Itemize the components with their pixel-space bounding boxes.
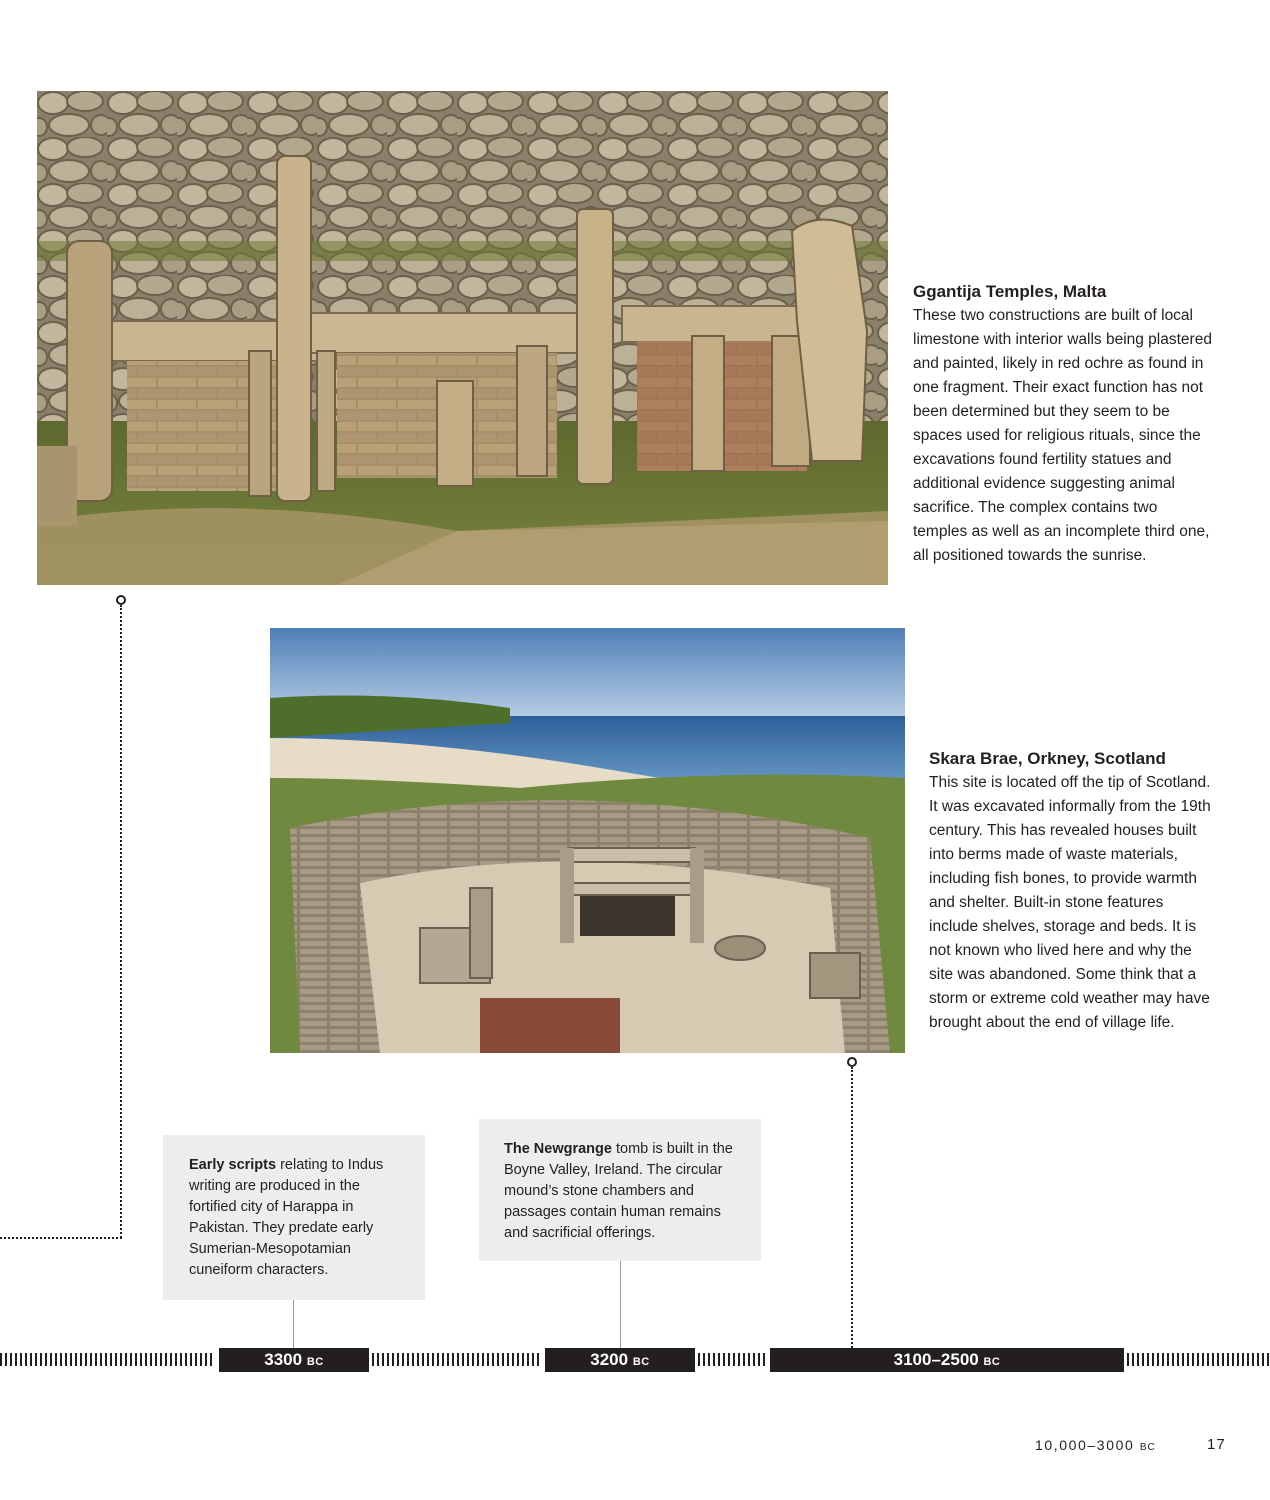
early-scripts-lead: Early scripts [189,1157,277,1173]
skara-brae-caption-body: This site is located off the tip of Scotland. It was excavated informally from the 19th century. This has revealed houses built into berms made of waste materials, including fish bones, to provide warmth and shelter. Built-in stone features include shelves, storage and beds. It is not known who lived here and why the site was abandoned. Some think that a storm or extreme cold weather may have brought about the end of village life. [929,774,1211,1031]
skara-brae-connector-line [851,1067,853,1348]
ggantija-caption-body: These two constructions are built of local limestone with interior walls being plastered and painted, likely in red ochre as found in one fragment. Their exact function has not been determined but they seem to be spaces used for religious rituals, since the excavations found fertility statues and additional evidence suggesting animal sacrifice. The complex contains two temples as well as an incomplete third one, all positioned towards the sunrise. [913,307,1212,564]
newgrange-note [479,1119,761,1261]
ggantija-temples-image [37,91,888,585]
page-number: 17 [1207,1436,1226,1453]
timeline-ticks [1127,1353,1270,1366]
date-era: BC [983,1356,1001,1368]
ggantija-connector-line [120,605,122,1238]
newgrange-pointer [620,1261,621,1348]
ggantija-connector-horizontal [0,1237,122,1239]
early-scripts-text: relating to Indus writing are produced in the fortified city of Harappa in Pakistan. They predate early Sumerian-Mesopotamian cuneiform characters. [189,1157,384,1278]
timeline-ticks [372,1353,542,1366]
ggantija-caption [913,280,1213,568]
date-era: BC [632,1356,650,1368]
skara-brae-photo [270,628,905,1053]
date-year: 3100–2500 [893,1350,979,1369]
footer-range: 10,000–3000 [1035,1437,1135,1453]
timeline-ticks [0,1353,215,1366]
timeline-ticks [698,1353,767,1366]
newgrange-text: tomb is built in the Boyne Valley, Ireland. The circular mound’s stone chambers and passages contain human remains and sacrificial offerings. [504,1141,733,1241]
date-era: BC [306,1356,324,1368]
ggantija-caption-title: Ggantija Temples, Malta [913,282,1107,301]
timeline-date-3200 [545,1348,695,1372]
skara-brae-image [270,628,905,1053]
running-footer [1035,1437,1156,1453]
footer-era: BC [1139,1442,1156,1453]
date-year: 3200 [590,1350,629,1369]
timeline-date-3300 [219,1348,369,1372]
newgrange-lead: The Newgrange [504,1141,612,1157]
ggantija-connector-node [116,595,126,605]
ggantija-temples-photo [37,91,888,585]
skara-brae-connector-node [847,1057,857,1067]
skara-brae-caption [929,747,1214,1035]
timeline-date-3100-2500 [770,1348,1124,1372]
early-scripts-pointer [293,1300,294,1348]
early-scripts-note [163,1135,425,1300]
date-year: 3300 [264,1350,303,1369]
skara-brae-caption-title: Skara Brae, Orkney, Scotland [929,749,1166,768]
